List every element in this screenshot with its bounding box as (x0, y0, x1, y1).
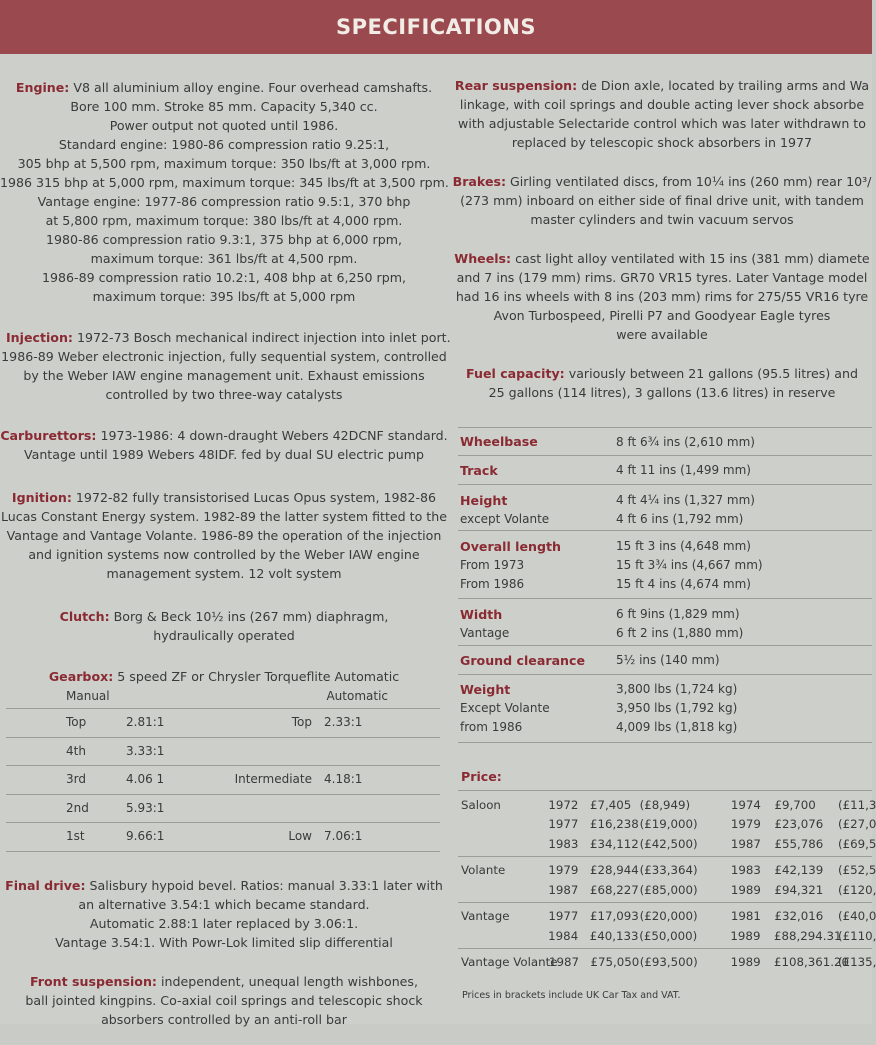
gearbox-header (0, 687, 448, 706)
price-label: Price: (461, 769, 502, 784)
ratio-cell: 5.93:1 (126, 800, 165, 815)
rear-suspension-line: replaced by telescopic shock absorbers in 1977 (511, 135, 813, 150)
gearbox-label: Gearbox: (48, 669, 114, 684)
model-cell: Vantage (461, 909, 510, 924)
ratio-cell: 2.81:1 (126, 715, 165, 730)
width-sub: Vantage (460, 626, 510, 640)
engine-label: Engine: (15, 80, 70, 95)
rear-suspension-line: with adjustable Selectaride control which was later withdrawn to (458, 116, 866, 131)
price-incl-tax-cell: (£120, (838, 882, 876, 897)
wheels-line: were available (616, 327, 708, 342)
brakes-text: Girling ventilated discs, from 10¼ ins (260 mm) rear 10³/ (510, 174, 872, 189)
table-row (458, 861, 876, 881)
spec-key (458, 463, 616, 478)
width-value: 6 ft 9ins (1,829 mm) (616, 607, 740, 621)
price-incl-tax-cell: (£11,3 (838, 797, 876, 812)
year-cell: 1989 (730, 928, 761, 943)
final-drive-line: an alternative 3.54:1 which became standard. (78, 896, 370, 912)
price-incl-tax-cell: (£40,0 (838, 909, 876, 924)
fuel-label: Fuel capacity: (466, 366, 565, 381)
rear-suspension-line: linkage, with coil springs and double acting lever shock absorbe (459, 97, 865, 112)
price-heading (461, 767, 502, 786)
carburettors-label: Carburettors: (0, 428, 97, 443)
engine-line: maximum torque: 361 lbs/ft at 4,500 rpm. (90, 251, 358, 266)
price-incl-tax-cell: (£20,000) (639, 909, 698, 924)
gear-cell: 2nd (66, 800, 89, 815)
final-drive-text: Salisbury hypoid bevel. Ratios: manual 3.33:1 later with (89, 877, 443, 893)
gear-cell: 1st (66, 829, 85, 844)
price-incl-tax-cell: (£42,500) (639, 836, 698, 851)
overall-length-value: 15 ft 4 ins (4,674 mm) (616, 577, 751, 591)
price-incl-tax-cell: (£110, (838, 928, 876, 943)
price-cell: £34,112 (589, 836, 639, 851)
brakes-section (452, 172, 872, 229)
auto-gear-cell: Top (291, 715, 312, 730)
carburettors-text: 1973-1986: 4 down-draught Webers 42DCNF standard. (100, 428, 448, 443)
table-row (458, 646, 872, 675)
dimensions-table (458, 427, 872, 743)
table-row (6, 709, 440, 738)
gearbox-text: 5 speed ZF or Chrysler Torqueflite Automatic (117, 669, 400, 684)
price-incl-tax-cell: (£19,000) (639, 817, 698, 832)
overall-length-sub: From 1986 (460, 577, 525, 591)
final-drive-line (0, 876, 448, 895)
year-cell: 1987 (548, 882, 579, 897)
price-cell: £108,361.20 (774, 955, 850, 970)
year-cell: 1989 (730, 882, 761, 897)
gear-cell: 3rd (66, 772, 86, 787)
ratio-cell: 3.33:1 (126, 743, 165, 758)
table-row (458, 926, 876, 946)
price-cell: £40,133 (589, 928, 639, 943)
price-cell: £7,405 (589, 797, 632, 812)
table-row (6, 766, 440, 795)
price-cell: £68,227 (589, 882, 639, 897)
injection-text: 1972-73 Bosch mechanical indirect injection into inlet port. (76, 330, 451, 345)
engine-line: 305 bhp at 5,500 rpm, maximum torque: 350 lbs/ft at 3,000 rpm. (17, 156, 431, 171)
fuel-line: 25 gallons (114 litres), 3 gallons (13.6 litres) in reserve (488, 385, 836, 400)
wheels-text: cast light alloy ventilated with 15 ins (381 mm) diamete (515, 251, 870, 266)
rear-suspension-text: de Dion axle, located by trailing arms and Wa (581, 78, 870, 93)
table-row (458, 834, 876, 854)
year-cell: 1984 (548, 928, 579, 943)
price-incl-tax-cell: (£8,949) (639, 797, 691, 812)
engine-line: 1980-86 compression ratio 9.3:1, 375 bhp at 6,000 rpm, (46, 232, 402, 247)
overall-length-sub: From 1973 (460, 558, 525, 572)
table-row (458, 485, 872, 531)
price-cell: £88,294.31 (774, 928, 842, 943)
ignition-line: Lucas Constant Energy system. 1982-89 the latter system fitted to the (1, 509, 447, 524)
price-cell: £42,139 (774, 863, 824, 878)
engine-line: Bore 100 mm. Stroke 85 mm. Capacity 5,340 cc. (70, 99, 378, 114)
clutch-label: Clutch: (59, 609, 110, 624)
table-row (458, 795, 876, 815)
fuel-text: variously between 21 gallons (95.5 litres) and (568, 366, 858, 381)
wheels-line: and 7 ins (179 mm) rims. GR70 VR15 tyres. Later Vantage model (456, 270, 868, 285)
engine-line: 1986 315 bhp at 5,000 rpm, maximum torque: 345 lbs/ft at 3,500 rpm. (0, 175, 449, 190)
auto-ratio-cell: 4.18:1 (324, 772, 363, 787)
spec-value (616, 435, 872, 449)
price-cell: £32,016 (774, 909, 824, 924)
carburettors-line (0, 426, 448, 445)
price-cell: £17,093 (589, 909, 639, 924)
table-row (6, 738, 440, 767)
wheels-section (452, 249, 872, 344)
engine-line: maximum torque: 395 lbs/ft at 5,000 rpm (92, 289, 356, 304)
overall-length-value: 15 ft 3¾ ins (4,667 mm) (616, 558, 763, 572)
clutch-section (0, 607, 448, 645)
price-group (458, 790, 876, 856)
manual-heading: Manual (66, 689, 110, 703)
engine-section (0, 78, 448, 306)
spec-value (616, 463, 872, 477)
auto-ratio-cell: 7.06:1 (324, 829, 363, 844)
year-cell: 1987 (730, 836, 761, 851)
carburettors-line: Vantage until 1989 Webers 48IDF. fed by dual SU electric pump (23, 447, 425, 462)
year-cell: 1989 (730, 955, 761, 970)
front-suspension-line (0, 972, 448, 991)
gear-cell: 4th (66, 743, 86, 758)
auto-gear-cell: Low (288, 829, 312, 844)
front-suspension-line: ball jointed kingpins. Co-axial coil springs and telescopic shock (25, 992, 423, 1008)
model-cell: Saloon (461, 797, 501, 812)
automatic-heading: Automatic (326, 689, 388, 703)
ground-clearance-title: Ground clearance (460, 652, 586, 668)
clutch-text: Borg & Beck 10½ ins (267 mm) diaphragm, (113, 609, 389, 624)
spec-key (458, 537, 616, 598)
spec-key (458, 605, 616, 645)
ignition-line: management system. 12 volt system (106, 566, 342, 581)
front-suspension-section (0, 972, 448, 1029)
auto-ratio-cell: 2.33:1 (324, 715, 363, 730)
price-incl-tax-cell: (£52,5 (838, 863, 876, 878)
engine-line: Vantage engine: 1977-86 compression ratio 9.5:1, 370 bhp (37, 194, 411, 209)
spec-key (458, 680, 616, 742)
ignition-label: Ignition: (11, 490, 72, 505)
overall-length-value: 15 ft 3 ins (4,648 mm) (616, 539, 751, 553)
injection-label: Injection: (6, 330, 73, 345)
ignition-section (0, 488, 448, 583)
wheelbase-title: Wheelbase (460, 434, 538, 449)
spec-key (458, 491, 616, 530)
price-incl-tax-cell: (£33,364) (639, 863, 698, 878)
weight-sub: from 1986 (460, 720, 523, 734)
weight-value: 4,009 lbs (1,818 kg) (616, 720, 738, 734)
year-cell: 1983 (730, 863, 761, 878)
left-column (0, 78, 451, 1045)
track-title: Track (460, 462, 498, 478)
price-note: Prices in brackets include UK Car Tax and VAT. (462, 990, 681, 1001)
table-row (458, 953, 876, 973)
wheels-line (452, 249, 872, 268)
spec-value (616, 605, 872, 645)
rear-suspension-label: Rear suspension: (454, 78, 578, 93)
width-value: 6 ft 2 ins (1,880 mm) (616, 626, 744, 640)
overall-length-title: Overall length (460, 539, 562, 554)
brakes-line (452, 172, 872, 191)
spec-key (458, 653, 616, 668)
wheelbase-value: 8 ft 6¾ ins (2,610 mm) (616, 434, 755, 449)
year-cell: 1979 (730, 817, 761, 832)
injection-line: 1986-89 Weber electronic injection, fully sequential system, controlled (1, 349, 447, 364)
height-sub: except Volante (460, 512, 550, 526)
front-suspension-label: Front suspension: (29, 973, 157, 989)
clutch-line (0, 607, 448, 626)
table-row (6, 823, 440, 852)
gearbox-section (0, 667, 448, 852)
wheels-line: Avon Turbospeed, Pirelli P7 and Goodyear Eagle tyres (493, 308, 831, 323)
ignition-text: 1972-82 fully transistorised Lucas Opus system, 1982-86 (75, 490, 437, 505)
price-cell: £9,700 (774, 797, 816, 812)
price-cell: £55,786 (774, 836, 824, 851)
ground-clearance-value: 5½ ins (140 mm) (616, 653, 720, 667)
gear-cell: Top (66, 715, 87, 730)
engine-line: at 5,800 rpm, maximum torque: 380 lbs/ft at 4,000 rpm. (45, 213, 403, 228)
gearbox-table (6, 708, 440, 852)
final-drive-label: Final drive: (5, 877, 86, 893)
engine-line: Power output not quoted until 1986. (109, 118, 339, 133)
injection-line (0, 328, 451, 347)
final-drive-section (0, 876, 448, 952)
gearbox-line (0, 667, 448, 686)
engine-line (0, 78, 448, 97)
price-incl-tax-cell: (£93,500) (639, 955, 698, 970)
year-cell: 1983 (548, 836, 579, 851)
brakes-line: (273 mm) inboard on either side of final drive unit, with tandem (460, 193, 864, 208)
injection-section (0, 328, 451, 404)
table-row (458, 531, 872, 599)
price-group (458, 902, 876, 948)
wheels-label: Wheels: (454, 251, 512, 266)
height-value: 4 ft 4¼ ins (1,327 mm) (616, 493, 755, 507)
price-cell: £16,238 (589, 817, 639, 832)
table-row (458, 880, 876, 900)
right-column (452, 76, 872, 418)
spec-value (616, 653, 872, 667)
title-banner (0, 0, 872, 54)
front-suspension-line: absorbers controlled by an anti-roll bar (101, 1011, 347, 1027)
year-cell: 1977 (548, 909, 579, 924)
year-cell: 1972 (548, 797, 579, 812)
table-row (458, 815, 876, 835)
track-value: 4 ft 11 ins (1,499 mm) (616, 463, 751, 477)
price-cell: £75,050 (590, 955, 640, 970)
clutch-line: hydraulically operated (153, 628, 295, 643)
year-cell: 1981 (730, 909, 761, 924)
year-cell: 1979 (548, 863, 579, 878)
spec-value (616, 491, 872, 530)
auto-gear-cell: Intermediate (234, 772, 312, 787)
ignition-line: Vantage and Vantage Volante. 1986-89 the operation of the injection (6, 528, 442, 543)
injection-line: controlled by two three-way catalysts (105, 387, 343, 402)
ratio-cell: 9.66:1 (126, 829, 165, 844)
ignition-line (0, 488, 448, 507)
carburettors-section (0, 426, 448, 464)
table-row (458, 456, 872, 485)
table-row (458, 907, 876, 927)
spec-value (616, 680, 872, 742)
fuel-section (452, 364, 872, 402)
table-row (458, 428, 872, 456)
weight-title: Weight (460, 682, 511, 697)
wheels-line: had 16 ins wheels with 8 ins (203 mm) rims for 275/55 VR16 tyre (455, 289, 869, 304)
height-value: 4 ft 6 ins (1,792 mm) (616, 512, 744, 526)
brakes-label: Brakes: (452, 174, 507, 189)
year-cell: 1987 (549, 955, 580, 970)
fuel-line (452, 364, 872, 383)
weight-value: 3,800 lbs (1,724 kg) (616, 682, 738, 696)
price-cell: £28,944 (589, 863, 639, 878)
brakes-line: master cylinders and twin vacuum servos (530, 212, 794, 227)
rear-suspension-line (452, 76, 872, 95)
price-cell: £94,321 (774, 882, 824, 897)
front-suspension-text: independent, unequal length wishbones, (160, 973, 418, 989)
year-cell: 1974 (730, 797, 761, 812)
model-cell: Vantage Volante (461, 955, 558, 970)
price-incl-tax-cell: (£27,0 (838, 817, 876, 832)
year-cell: 1977 (548, 817, 579, 832)
price-cell: £23,076 (774, 817, 824, 832)
price-incl-tax-cell: (£135, (838, 955, 876, 970)
price-incl-tax-cell: (£85,000) (639, 882, 698, 897)
table-row (6, 795, 440, 824)
price-incl-tax-cell: (£50,000) (639, 928, 698, 943)
engine-line: 1986-89 compression ratio 10.2:1, 408 bhp at 6,250 rpm, (42, 270, 406, 285)
spec-value (616, 537, 872, 598)
page-title: SPECIFICATIONS (336, 15, 536, 39)
width-title: Width (460, 607, 503, 622)
height-title: Height (460, 493, 508, 508)
final-drive-line: Vantage 3.54:1. With Powr-Lok limited slip differential (55, 934, 393, 950)
engine-text: V8 all aluminium alloy engine. Four overhead camshafts. (73, 80, 433, 95)
ratio-cell: 4.06 1 (126, 772, 165, 787)
weight-value: 3,950 lbs (1,792 kg) (616, 701, 738, 715)
model-cell: Volante (461, 863, 506, 878)
rear-suspension-section (452, 76, 872, 152)
engine-line: Standard engine: 1980-86 compression ratio 9.25:1, (58, 137, 390, 152)
price-group (458, 948, 876, 975)
final-drive-line: Automatic 2.88:1 later replaced by 3.06:1. (89, 915, 359, 931)
price-group (458, 856, 876, 902)
price-table (458, 790, 876, 974)
price-incl-tax-cell: (£69,5 (838, 836, 876, 851)
ignition-line: and ignition systems now controlled by the Weber IAW engine (28, 547, 420, 562)
table-row (458, 599, 872, 646)
spec-key (458, 434, 616, 449)
table-row (458, 675, 872, 743)
weight-sub: Except Volante (460, 701, 550, 715)
injection-line: by the Weber IAW engine management unit. Exhaust emissions (23, 368, 425, 383)
